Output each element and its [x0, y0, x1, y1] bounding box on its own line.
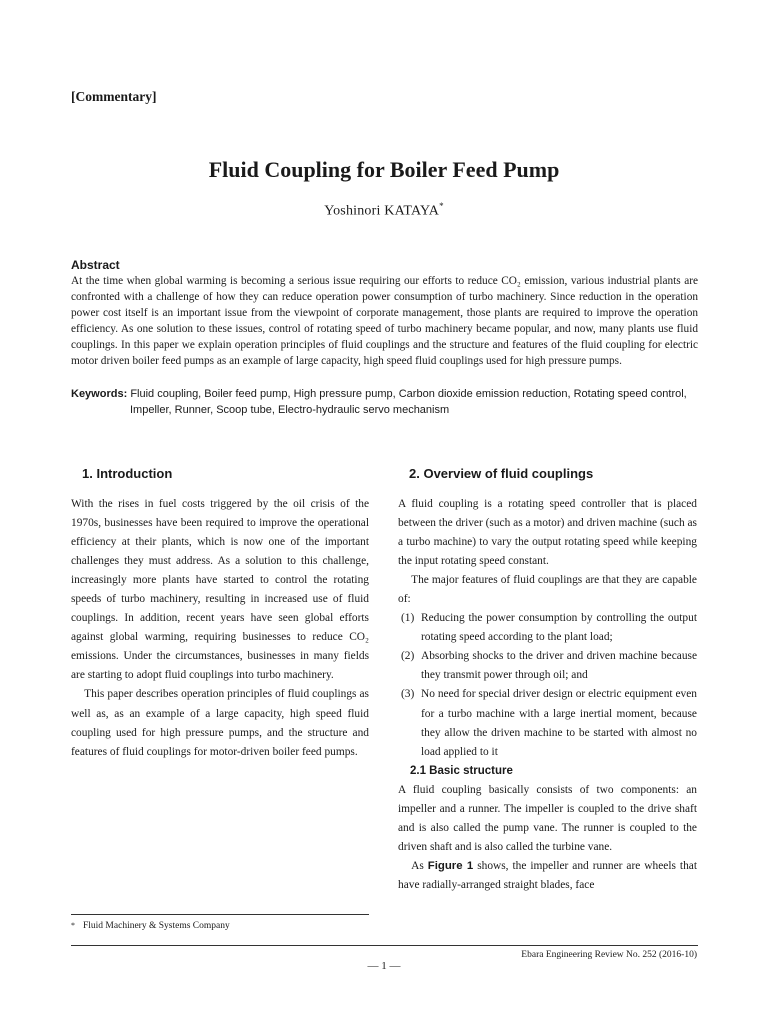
keywords	[71, 386, 701, 418]
figure-reference-paragraph	[398, 857, 697, 895]
footnote	[71, 921, 230, 931]
article-type-tag: [Commentary]	[71, 89, 157, 104]
keywords-label: Keywords:	[71, 388, 128, 400]
footnote-text: Fluid Machinery & Systems Company	[83, 921, 230, 931]
page-footer-divider	[71, 945, 698, 946]
abstract-text: At the time when global warming is becoming a serious issue requiring our efforts to reduce CO₂ emission, various industrial plants are confronted with a challenge of how they can reduce operation power consumption of turbo machinery. Since reduction in the operation power cost itself is an important issue from the viewpoint of corporate management, those plants are required to improve the operation efficiency. As one solution to these issues, control of rotating speed of turbo machinery became popular, and now, many plants use fluid couplings. In this paper we explain operation principles of fluid couplings and the structure and features of the fluid coupling for electric motor driven boiler feed pumps as an example of large capacity, high speed fluid couplings used for high pressure pumps.	[71, 275, 698, 368]
structure-paragraph: A fluid coupling basically consists of two components: an impeller and a runner. The impeller is coupled to the drive shaft and is also called the pump vane. The runner is coupled to the driven shaft and is also called the turbine vane.	[398, 783, 697, 853]
figure-1-reference[interactable]: Figure 1	[427, 859, 474, 872]
overview-paragraph-1: A fluid coupling is a rotating speed controller that is placed between the driver (such as a motor) and driven machine (such as a turbo machine) to vary the output rotating speed while keeping the input rotating speed constant.	[398, 498, 697, 568]
footnote-divider	[71, 914, 369, 915]
left-column	[71, 495, 369, 762]
keywords-line1: Fluid coupling, Boiler feed pump, High pressure pump, Carbon dioxide emission reduction, Rotating speed control,	[130, 388, 687, 400]
list-item-text: Absorbing shocks to the driver and driven machine because they transmit power through oil; and	[421, 650, 697, 682]
intro-paragraph-1: With the rises in fuel costs triggered by the oil crisis of the 1970s, businesses have been required to improve the operational efficiency at their plants, which is now one of the important challenges they must address. As a solution to this challenge, increasingly more plants have started to control the rotating speeds of turbo machinery, resulting in increased use of fluid couplings. In addition, recent years have seen global efforts against global warming, requiring businesses to reduce CO₂ emissions. Under the circumstances, businesses in many fields are starting to adopt fluid couplings into turbo machinery.	[71, 498, 369, 682]
footnote-mark: *	[71, 921, 75, 930]
keywords-line2: Impeller, Runner, Scoop tube, Electro-hydraulic servo mechanism	[130, 404, 450, 416]
author-name: Yoshinori KATAYA	[324, 203, 440, 219]
figure-ref-pre: As	[411, 859, 424, 872]
abstract-heading: Abstract	[71, 258, 120, 272]
journal-citation: Ebara Engineering Review No. 252 (2016-10)	[521, 950, 697, 960]
author-footnote-mark: *	[439, 201, 444, 211]
feature-list-item	[398, 647, 697, 685]
list-item-number: (3)	[401, 688, 415, 701]
right-column	[398, 495, 697, 895]
figure-ref-post: shows, the impeller and runner are wheels that have radially-arranged straight blades, face	[398, 859, 697, 891]
overview-paragraph-2: The major features of fluid couplings are that they are capable of:	[398, 574, 697, 606]
subsection-heading: 2.1 Basic structure	[410, 764, 513, 777]
feature-list-item	[398, 609, 697, 647]
list-item-text: Reducing the power consumption by controlling the output rotating speed according to the plant load;	[421, 612, 697, 644]
page-number: — 1 —	[367, 960, 401, 972]
intro-paragraph-2: This paper describes operation principles of fluid couplings as well as, as an example of a large capacity, high speed fluid coupling used for high pressure pumps, and the structure and features of fluid couplings for motor-driven boiler feed pumps.	[71, 688, 369, 758]
section-2-heading: 2. Overview of fluid couplings	[409, 466, 594, 481]
list-item-number: (1)	[401, 612, 415, 625]
author-line	[0, 201, 768, 220]
list-item-text: No need for special driver design or electric equipment even for a turbo machine with a large inertial moment, because they allow the driven machine to be started with almost no load applied to it	[421, 688, 697, 758]
section-1-heading: 1. Introduction	[82, 466, 173, 481]
article-title: Fluid Coupling for Boiler Feed Pump	[208, 157, 560, 182]
feature-list-item	[398, 685, 697, 761]
list-item-number: (2)	[401, 650, 415, 663]
